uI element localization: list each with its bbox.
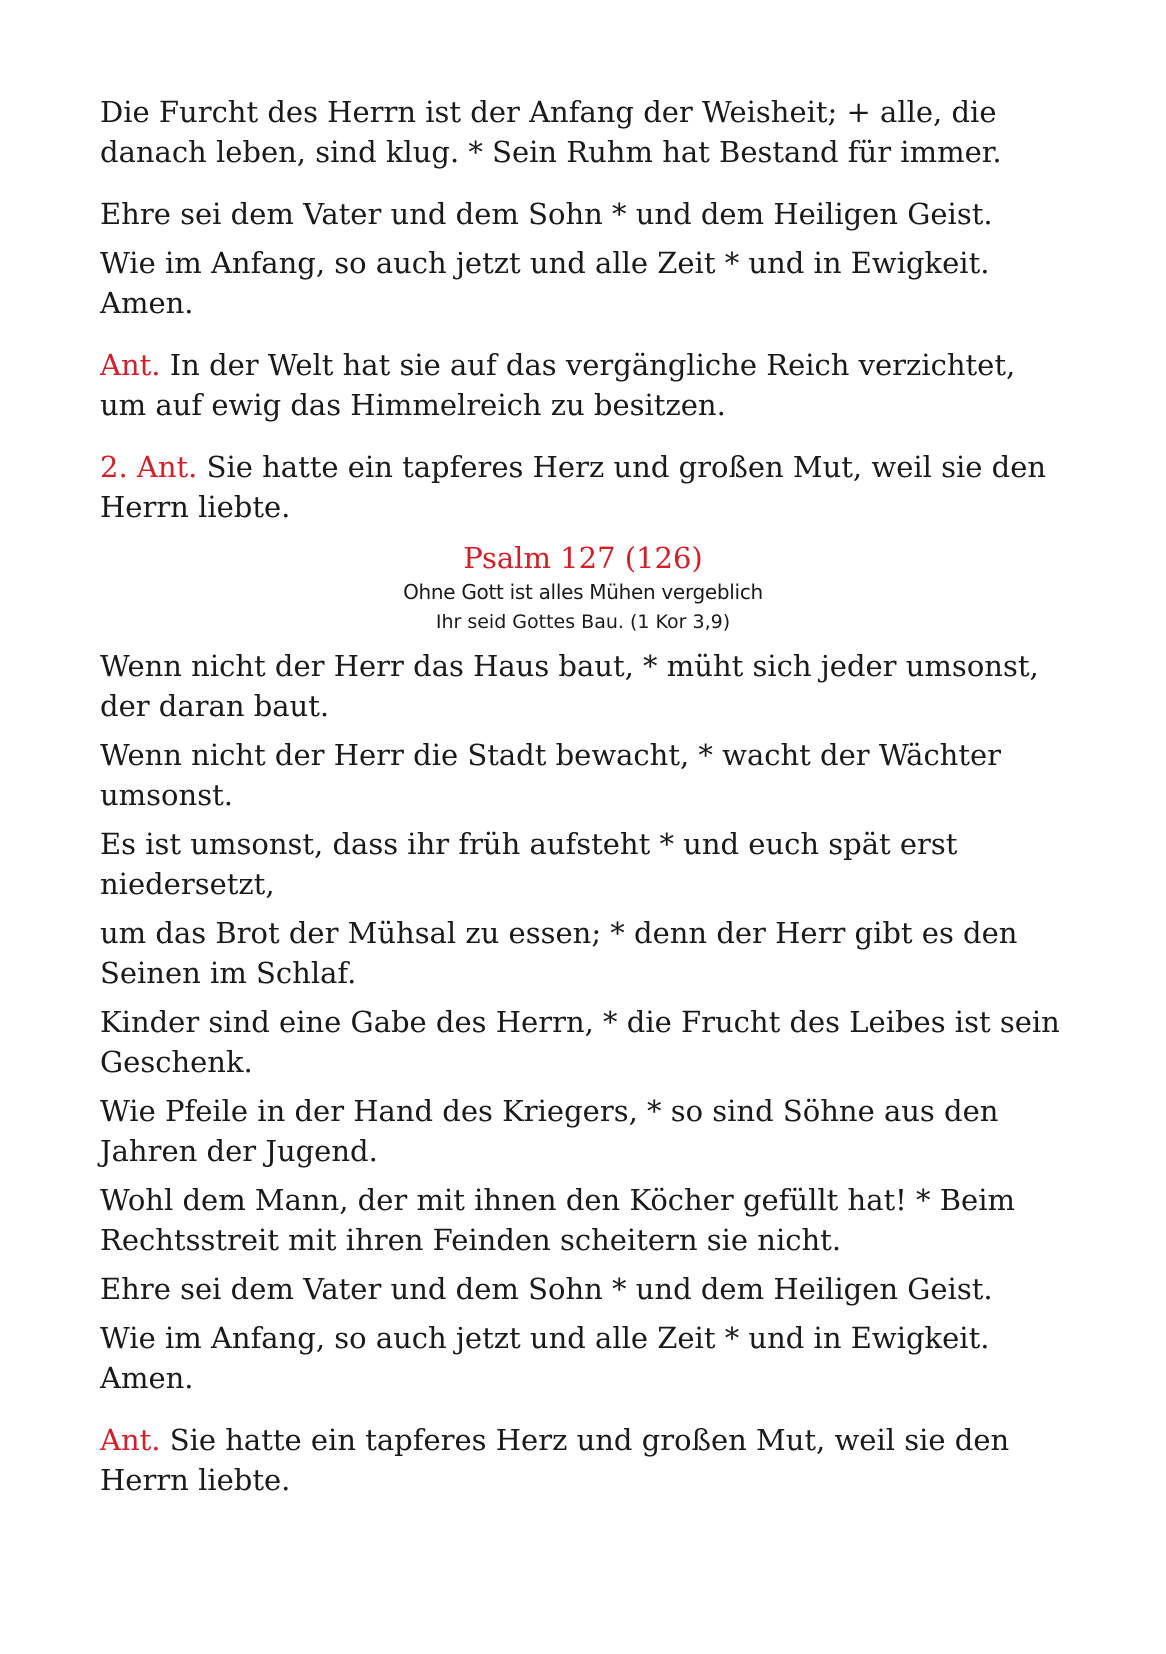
gloria-line-1: Ehre sei dem Vater und dem Sohn * und dem Heiligen Geist.: [100, 197, 993, 231]
psalm-verse: Wenn nicht der Herr die Stadt bewacht, * wacht der Wächter umsonst.: [100, 738, 1002, 812]
psalm-verse: um das Brot der Mühsal zu essen; * denn der Herr gibt es den Seinen im Schlaf.: [100, 916, 1018, 990]
antiphon-1-text: In der Welt hat sie auf das vergängliche Reich verzichtet, um auf ewig das Himmelreich zu besitzen.: [100, 348, 1016, 422]
closing-antiphon: [100, 1420, 1066, 1500]
closing-antiphon-label: Ant.: [100, 1423, 161, 1457]
psalm-verse: Wohl dem Mann, der mit ihnen den Köcher gefüllt hat! * Beim Rechtsstreit mit ihren Feinden scheitern sie nicht.: [100, 1183, 1015, 1257]
antiphon-2-label: 2. Ant.: [100, 450, 198, 484]
antiphon-2-text: Sie hatte ein tapferes Herz und großen Mut, weil sie den Herrn liebte.: [100, 450, 1047, 524]
antiphon-1: [100, 345, 1066, 425]
psalm-verse: Wenn nicht der Herr das Haus baut, * müht sich jeder umsonst, der daran baut.: [100, 649, 1039, 723]
psalm-verse: Kinder sind eine Gabe des Herrn, * die Frucht des Leibes ist sein Geschenk.: [100, 1005, 1060, 1079]
psalm-heading: [100, 539, 1066, 637]
psalm-gloria-1: Ehre sei dem Vater und dem Sohn * und dem Heiligen Geist.: [100, 1272, 993, 1306]
verse-furcht: Die Furcht des Herrn ist der Anfang der Weisheit; + alle, die danach leben, sind klug. * Sein Ruhm hat Bestand für immer.: [100, 95, 1002, 169]
antiphon-1-label: Ant.: [100, 348, 161, 382]
psalm-verse: Wie Pfeile in der Hand des Kriegers, * so sind Söhne aus den Jahren der Jugend.: [100, 1094, 999, 1168]
psalm-subtitle: Ohne Gott ist alles Mühen vergeblich: [403, 580, 763, 604]
psalm-title: Psalm 127 (126): [463, 541, 703, 575]
closing-antiphon-text: Sie hatte ein tapferes Herz und großen Mut, weil sie den Herrn liebte.: [100, 1423, 1010, 1497]
antiphon-2: [100, 447, 1066, 527]
psalm-reference: Ihr seid Gottes Bau. (1 Kor 3,9): [435, 611, 731, 633]
psalm-gloria-2: Wie im Anfang, so auch jetzt und alle Zeit * und in Ewigkeit. Amen.: [100, 1321, 990, 1395]
psalm-verse: Es ist umsonst, dass ihr früh aufsteht * und euch spät erst niedersetzt,: [100, 827, 958, 901]
gloria-line-2: Wie im Anfang, so auch jetzt und alle Zeit * und in Ewigkeit. Amen.: [100, 246, 990, 320]
